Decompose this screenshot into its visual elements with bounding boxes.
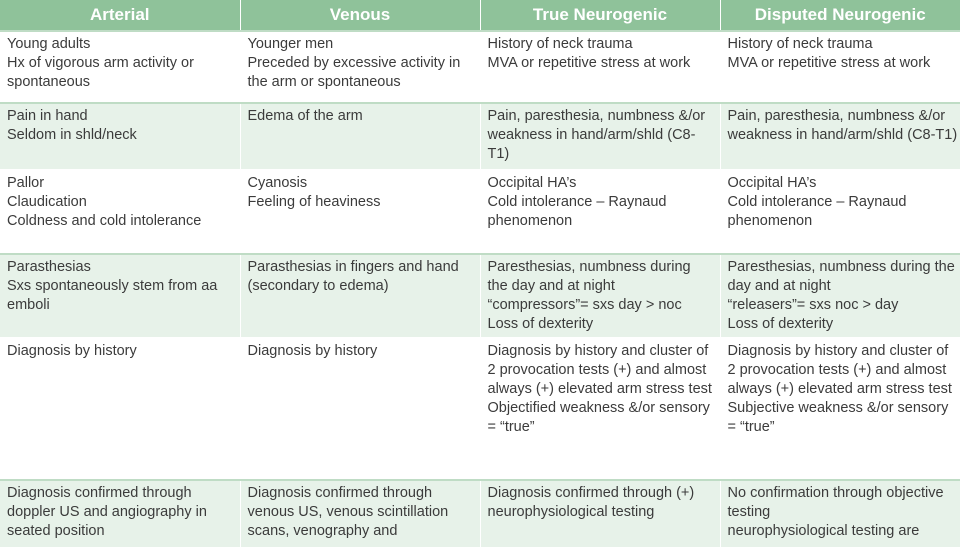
header-arterial: Arterial [0,0,240,31]
table-cell: Diagnosis by history [240,338,480,480]
table-cell: Paresthesias, numbness during the day and at night “releasers”= sxs noc > day Loss of dexterity [720,254,960,338]
table-cell: History of neck trauma MVA or repetitive stress at work [720,31,960,103]
table-cell: Pain, paresthesia, numbness &/or weakness in hand/arm/shld (C8-T1) [480,103,720,170]
table-cell: Younger men Preceded by excessive activity in the arm or spontaneous [240,31,480,103]
table-cell: Diagnosis by history [0,338,240,480]
table-cell: Occipital HA’s Cold intolerance – Raynaud phenomenon [720,170,960,254]
table-row [0,31,960,103]
table-cell: History of neck trauma MVA or repetitive stress at work [480,31,720,103]
table-cell: Young adults Hx of vigorous arm activity or spontaneous [0,31,240,103]
table-cell: Occipital HA’s Cold intolerance – Raynaud phenomenon [480,170,720,254]
table-row [0,254,960,338]
table-row [0,338,960,480]
table-cell: Diagnosis confirmed through (+) neurophysiological testing [480,480,720,548]
table-cell: No confirmation through objective testing neurophysiological testing are [720,480,960,548]
table-cell: Parasthesias in fingers and hand (secondary to edema) [240,254,480,338]
table-cell: Diagnosis by history and cluster of 2 provocation tests (+) and almost always (+) elevated arm stress test Objectified weakness &/or sensory = “true” [480,338,720,480]
table-cell: Edema of the arm [240,103,480,170]
table-cell: Diagnosis by history and cluster of 2 provocation tests (+) and almost always (+) elevated arm stress test Subjective weakness &/or sensory = “true” [720,338,960,480]
table-cell: Paresthesias, numbness during the day and at night “compressors”= sxs day > noc Loss of dexterity [480,254,720,338]
table-cell: Pain, paresthesia, numbness &/or weakness in hand/arm/shld (C8-T1) [720,103,960,170]
table-cell: Cyanosis Feeling of heaviness [240,170,480,254]
table-cell: Pain in hand Seldom in shld/neck [0,103,240,170]
table-row [0,480,960,548]
header-disputed-neurogenic: Disputed Neurogenic [720,0,960,31]
table-cell: Parasthesias Sxs spontaneously stem from aa emboli [0,254,240,338]
header-venous: Venous [240,0,480,31]
header-true-neurogenic: True Neurogenic [480,0,720,31]
table-cell: Diagnosis confirmed through venous US, venous scintillation scans, venography and [240,480,480,548]
table-cell: Pallor Claudication Coldness and cold intolerance [0,170,240,254]
header-row [0,0,960,31]
table-cell: Diagnosis confirmed through doppler US and angiography in seated position [0,480,240,548]
table-row [0,103,960,170]
table-row [0,170,960,254]
